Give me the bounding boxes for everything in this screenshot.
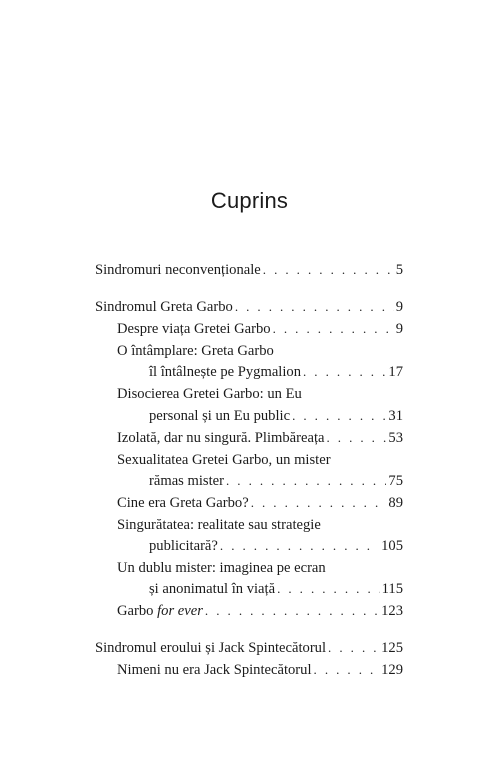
- toc-entry-title: Despre viața Gretei Garbo: [117, 321, 271, 337]
- dot-leader: [263, 259, 394, 281]
- toc-entry-page: 75: [388, 473, 403, 489]
- toc-entry-title: Cine era Greta Garbo?: [117, 495, 249, 511]
- toc-entry-page: 17: [388, 364, 403, 380]
- toc-subentry-continuation: [149, 535, 403, 557]
- toc-entry-title: Disocierea Gretei Garbo: un Eu: [117, 386, 302, 402]
- toc-subentry: [117, 659, 403, 681]
- toc-subentry-first-line: [117, 383, 403, 405]
- toc-entry-title-cont: rămas mister: [149, 473, 224, 489]
- toc-entry-title: Un dublu mister: imaginea pe ecran: [117, 560, 326, 576]
- page-title: Cuprins: [210, 188, 289, 213]
- toc-subentry-continuation: [149, 578, 403, 600]
- toc-subentry: [117, 427, 403, 449]
- dot-leader: [314, 659, 380, 681]
- toc-entry: [95, 296, 403, 318]
- toc-entry-title-cont: publicitară?: [149, 538, 218, 554]
- toc-entry-page: 115: [381, 581, 403, 597]
- dot-leader: [273, 318, 394, 340]
- toc-entry-title: Singurătatea: realitate sau strategie: [117, 517, 321, 533]
- toc-subentry-continuation: [149, 361, 403, 383]
- toc-subentry-continuation: [149, 470, 403, 492]
- toc-subentry: [117, 600, 403, 622]
- dot-leader: [326, 427, 386, 449]
- toc-entry-title-cont: personal și un Eu public: [149, 408, 291, 424]
- dot-leader: [277, 578, 380, 600]
- toc-entry: [95, 259, 403, 281]
- toc-entry-page: 105: [381, 538, 403, 554]
- toc-subentry-first-line: [117, 557, 403, 579]
- toc-entry-title: Sindromul eroului și Jack Spintecătorul: [95, 640, 327, 656]
- toc-entry-page: 89: [388, 495, 403, 511]
- toc-entry-title: Sindromul Greta Garbo: [95, 299, 233, 315]
- toc-entry-title-cont: și anonimatul în viață: [149, 581, 276, 597]
- toc-entry-title: Izolată, dar nu singură. Plimbăreața: [117, 430, 325, 446]
- toc-entry-title: Sexualitatea Gretei Garbo, un mister: [117, 452, 331, 468]
- dot-leader: [205, 600, 379, 622]
- dot-leader: [220, 535, 379, 557]
- toc-entry-page: 53: [388, 430, 403, 446]
- toc-subentry: [117, 492, 403, 514]
- dot-leader: [235, 296, 394, 318]
- toc-entry-title: Nimeni nu era Jack Spintecătorul: [117, 662, 312, 678]
- toc-entry-page: 31: [388, 408, 403, 424]
- toc-subentry-continuation: [149, 405, 403, 427]
- toc-subentry-first-line: [117, 340, 403, 362]
- toc-entry-title-italic: for ever: [157, 603, 203, 619]
- toc-subentry-first-line: [117, 514, 403, 536]
- toc-entry-page: 9: [395, 321, 403, 337]
- toc-entry-page: 125: [381, 640, 403, 656]
- dot-leader: [226, 470, 386, 492]
- toc-entry-title-cont: îl întâlnește pe Pygmalion: [149, 364, 301, 380]
- toc-entry-page: 123: [381, 603, 403, 619]
- dot-leader: [328, 637, 379, 659]
- toc-entry-page: 129: [381, 662, 403, 678]
- toc-entry-title: O întâmplare: Greta Garbo: [117, 343, 274, 359]
- toc-entry: [95, 637, 403, 659]
- toc-subentry: [117, 318, 403, 340]
- toc-entry-title: Sindromuri neconvenționale: [95, 262, 261, 278]
- toc-entry-page: 9: [395, 299, 403, 315]
- dot-leader: [303, 361, 386, 383]
- toc-entry-title: Garbo for ever: [117, 603, 203, 619]
- dot-leader: [292, 405, 386, 427]
- dot-leader: [251, 492, 387, 514]
- toc-entry-page: 5: [395, 262, 403, 278]
- toc-subentry-first-line: [117, 449, 403, 471]
